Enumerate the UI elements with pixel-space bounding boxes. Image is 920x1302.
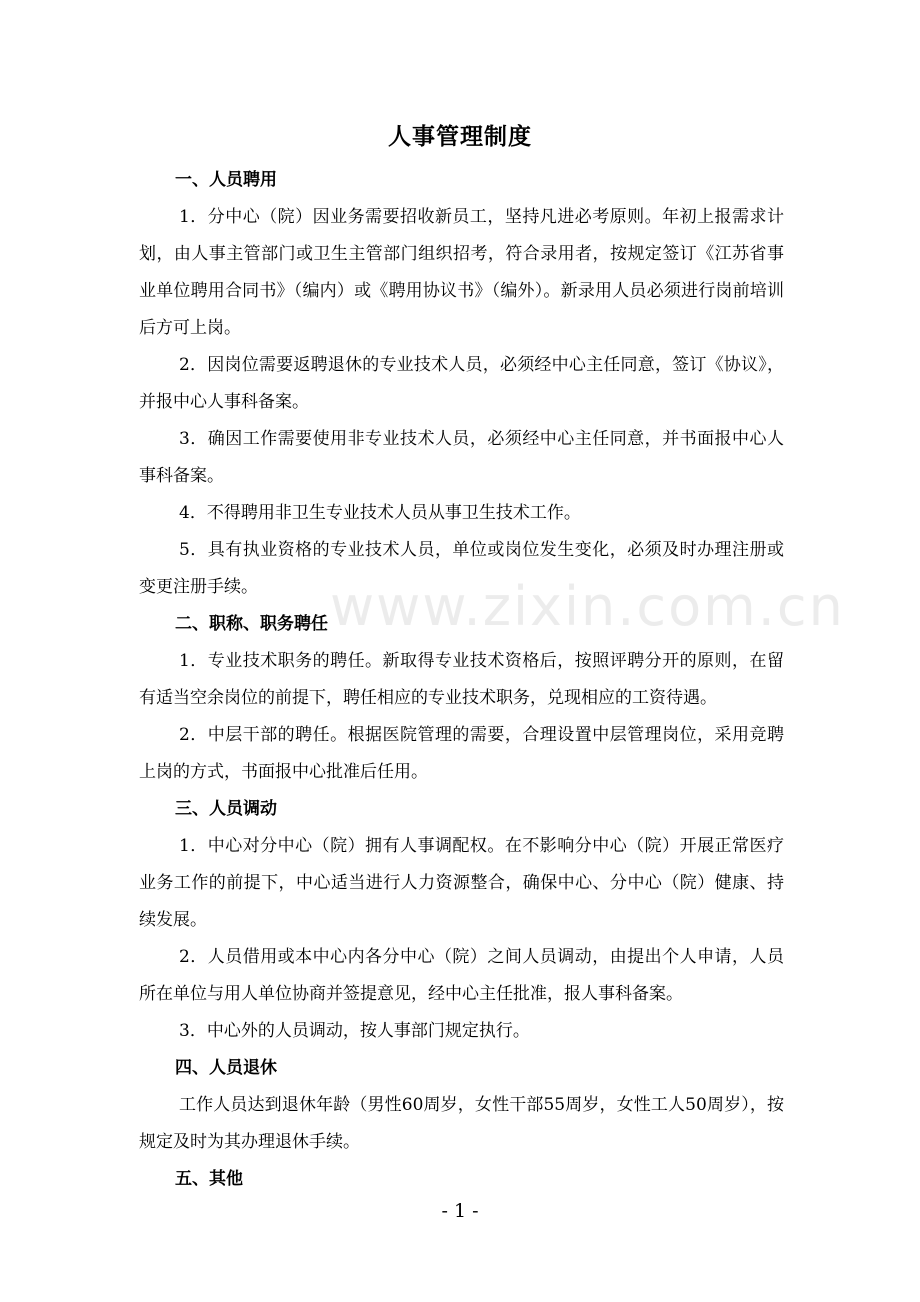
paragraph: 1．分中心（院）因业务需要招收新员工，坚持凡进必考原则。年初上报需求计划，由人事主管部门或卫生主管部门组织招考，符合录用者，按规定签订《江苏省事业单位聘用合同书》（编内）或《聘用协议书》（编外）。新录用人员必须进行岗前培训后方可上岗。 [139, 207, 784, 338]
paragraph: 1．专业技术职务的聘任。新取得专业技术资格后，按照评聘分开的原则，在留有适当空余岗位的前提下，聘任相应的专业技术职务，兑现相应的工资待遇。 [139, 651, 784, 708]
paragraph: 工作人员达到退休年龄（男性60周岁，女性干部55周岁，女性工人50周岁），按规定及时为其办理退休手续。 [139, 1095, 784, 1152]
paragraph: 5．具有执业资格的专业技术人员，单位或岗位发生变化，必须及时办理注册或变更注册手续。 [139, 540, 784, 597]
watermark: www.zixin.com.cn [330, 575, 845, 638]
paragraph: 3．确因工作需要使用非专业技术人员，必须经中心主任同意，并书面报中心人事科备案。 [139, 429, 784, 486]
page-number: - 1 - [441, 1200, 479, 1222]
document-title: 人事管理制度 [388, 124, 532, 150]
section-heading: 五、其他 [175, 1169, 243, 1189]
paragraph: 2．人员借用或本中心内各分中心（院）之间人员调动，由提出个人申请，人员所在单位与用人单位协商并签提意见，经中心主任批准，报人事科备案。 [139, 947, 784, 1004]
section-heading: 三、人员调动 [175, 799, 277, 819]
paragraph: 2．中层干部的聘任。根据医院管理的需要，合理设置中层管理岗位，采用竞聘上岗的方式，书面报中心批准后任用。 [139, 725, 784, 782]
paragraph: 2．因岗位需要返聘退休的专业技术人员，必须经中心主任同意，签订《协议》，并报中心人事科备案。 [139, 355, 784, 412]
section-heading: 四、人员退休 [175, 1058, 277, 1078]
section-heading: 二、职称、职务聘任 [175, 614, 328, 634]
paragraph: 4．不得聘用非卫生专业技术人员从事卫生技术工作。 [179, 503, 581, 523]
section-heading: 一、人员聘用 [175, 170, 277, 190]
paragraph: 1．中心对分中心（院）拥有人事调配权。在不影响分中心（院）开展正常医疗业务工作的前提下，中心适当进行人力资源整合，确保中心、分中心（院）健康、持续发展。 [139, 836, 784, 930]
document-body [139, 162, 845, 1198]
paragraph: 3．中心外的人员调动，按人事部门规定执行。 [179, 1021, 530, 1041]
